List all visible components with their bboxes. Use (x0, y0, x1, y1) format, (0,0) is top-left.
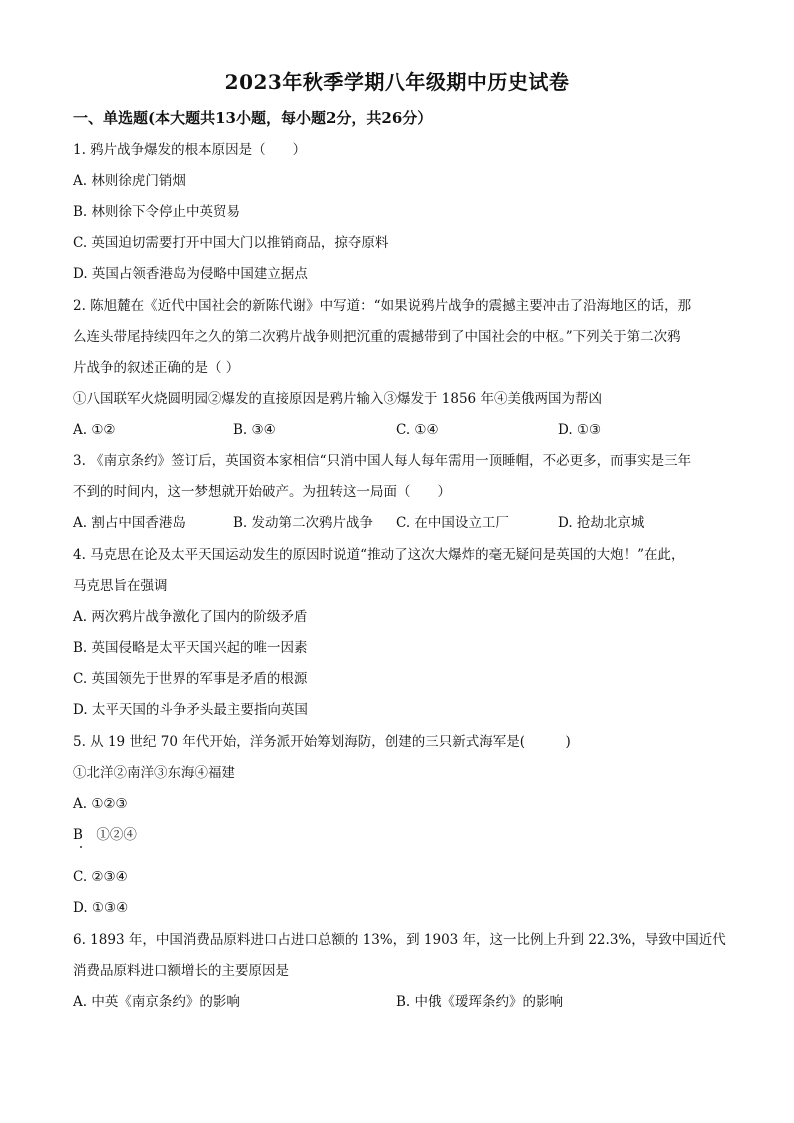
question-5-stem: 5. 从 19 世纪 70 年代开始，洋务派开始筹划海防，创建的三只新式海军是( ) (73, 734, 571, 750)
question-2-statements: ①八国联军火烧圆明园②爆发的直接原因是鸦片输入③爆发于 1856 年④美俄两国为帮凶 (73, 391, 602, 407)
question-1-option-a: A. 林则徐虎门销烟 (73, 173, 186, 189)
question-5-statements: ①北洋②南洋③东海④福建 (73, 765, 235, 781)
question-3-option-b: B. 发动第二次鸦片战争 (233, 515, 374, 531)
question-2-stem-line-2: 么连头带尾持续四年之久的第二次鸦片战争则把沉重的震撼带到了中国社会的中枢。”下列关于第二次鸦 (73, 329, 681, 345)
question-2-option-b: B. ③④ (233, 422, 276, 438)
question-5-option-c: C. ②③④ (73, 869, 128, 885)
question-5-option-d: D. ①③④ (73, 900, 129, 916)
question-1-option-b: B. 林则徐下令停止中英贸易 (73, 204, 241, 220)
question-5-option-a: A. ①②③ (73, 796, 128, 812)
stray-dot-mark (80, 846, 82, 848)
question-2-option-c: C. ①④ (396, 422, 439, 438)
question-1-option-d: D. 英国占领香港岛为侵略中国建立据点 (73, 266, 308, 282)
question-2-stem-line-1: 2. 陈旭麓在《近代中国社会的新陈代谢》中写道：“如果说鸦片战争的震撼主要冲击了沿海地区的话，那 (73, 298, 692, 314)
question-4-option-c: C. 英国领先于世界的军事是矛盾的根源 (73, 671, 308, 687)
question-4-option-a: A. 两次鸦片战争激化了国内的阶级矛盾 (73, 609, 308, 625)
question-6-stem-line-2: 消费品原料进口额增长的主要原因是 (73, 963, 289, 979)
question-5-option-b: B ①②④ (73, 827, 137, 843)
question-6-option-b: B. 中俄《瑷珲条约》的影响 (396, 994, 564, 1010)
question-1-stem: 1. 鸦片战争爆发的根本原因是（ ） (73, 142, 307, 158)
question-3-option-d: D. 抢劫北京城 (558, 515, 645, 531)
question-2-option-a: A. ①② (73, 422, 116, 438)
question-2-stem-line-3: 片战争的叙述正确的是（ ） (73, 360, 240, 376)
question-3-stem-line-1: 3. 《南京条约》签订后，英国资本家相信“只消中国人每人每年需用一顶睡帽，不必更多，而事实是三年 (73, 453, 692, 469)
question-2-option-d: D. ①③ (558, 422, 602, 438)
question-4-stem-line-2: 马克思旨在强调 (73, 578, 168, 594)
question-3-option-a: A. 割占中国香港岛 (73, 515, 186, 531)
question-1-option-c: C. 英国迫切需要打开中国大门以推销商品，掠夺原料 (73, 235, 389, 251)
question-3-option-c: C. 在中国设立工厂 (396, 515, 509, 531)
exam-title: 2023年秋季学期八年级期中历史试卷 (224, 70, 570, 94)
question-6-stem-line-1: 6. 1893 年，中国消费品原料进口占进口总额的 13%，到 1903 年，这一比例上升到 22.3%，导致中国近代 (73, 932, 726, 948)
question-4-stem-line-1: 4. 马克思在论及太平天国运动发生的原因时说道“推动了这次大爆炸的毫无疑问是英国的大炮！”在此， (73, 547, 685, 563)
question-4-option-b: B. 英国侵略是太平天国兴起的唯一因素 (73, 640, 308, 656)
question-4-option-d: D. 太平天国的斗争矛头最主要指向英国 (73, 702, 308, 718)
question-6-option-a: A. 中英《南京条约》的影响 (73, 994, 240, 1010)
section-heading: 一、单选题(本大题共13小题，每小题2分，共26分） (73, 109, 433, 127)
question-3-stem-line-2: 不到的时间内，这一梦想就开始破产。为扭转这一局面（ ） (73, 484, 451, 500)
